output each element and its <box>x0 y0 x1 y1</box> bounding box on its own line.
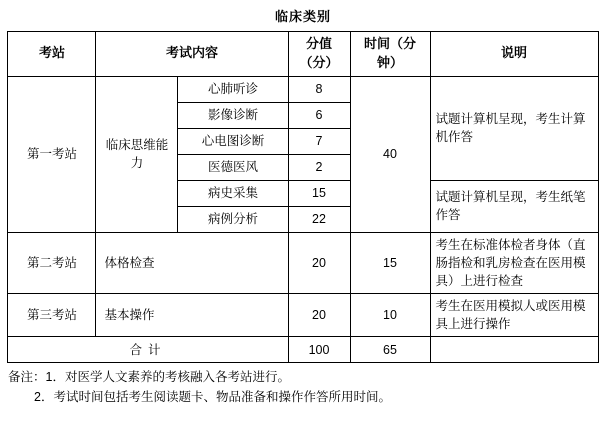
station-subject-3: 基本操作 <box>96 294 288 337</box>
exam-item-score: 15 <box>288 180 350 206</box>
exam-item-label: 病史采集 <box>178 180 288 206</box>
total-score: 100 <box>288 337 350 363</box>
header-content: 考试内容 <box>96 32 288 77</box>
station-name-2: 第二考站 <box>8 232 96 293</box>
exam-item-score: 2 <box>288 154 350 180</box>
station-desc-2: 考生在标准体检者身体（直肠指检和乳房检查在医用模具）上进行检查 <box>430 232 598 293</box>
header-description: 说明 <box>430 32 598 77</box>
exam-item-label: 医德医风 <box>178 154 288 180</box>
station-name-3: 第三考站 <box>8 294 96 337</box>
table-row <box>8 232 598 293</box>
station-time-3: 10 <box>350 294 430 337</box>
exam-item-score: 22 <box>288 206 350 232</box>
total-desc-empty <box>430 337 598 363</box>
total-label: 合计 <box>8 337 288 363</box>
exam-item-label: 心肺听诊 <box>178 76 288 102</box>
exam-item-score: 7 <box>288 128 350 154</box>
exam-item-label: 病例分析 <box>178 206 288 232</box>
total-time: 65 <box>350 337 430 363</box>
table-header-row <box>8 32 598 77</box>
notes-block <box>8 363 598 407</box>
exam-item-label: 影像诊断 <box>178 102 288 128</box>
station-name-1: 第一考站 <box>8 76 96 232</box>
header-time: 时间（分钟） <box>350 32 430 77</box>
exam-item-label: 心电图诊断 <box>178 128 288 154</box>
exam-table <box>7 31 598 363</box>
station-time-2: 15 <box>350 232 430 293</box>
note-line-1: 备注：1．对医学人文素养的考核融入各考站进行。 <box>8 370 290 385</box>
station-score-2: 20 <box>288 232 350 293</box>
station-desc-1-bottom: 试题计算机呈现，考生纸笔作答 <box>430 180 598 232</box>
table-row <box>8 294 598 337</box>
header-station: 考站 <box>8 32 96 77</box>
station-desc-1-top: 试题计算机呈现，考生计算机作答 <box>430 76 598 180</box>
station-subject-1: 临床思维能力 <box>96 76 178 232</box>
note-line-2: 2．考试时间包括考生阅读题卡、物品准备和操作作答所用时间。 <box>34 390 391 405</box>
table-total-row <box>8 337 598 363</box>
table-row <box>8 76 598 102</box>
station-subject-2: 体格检查 <box>96 232 288 293</box>
exam-item-score: 8 <box>288 76 350 102</box>
document-page <box>0 6 606 445</box>
page-title: 临床类别 <box>274 9 331 24</box>
header-score: 分值（分） <box>288 32 350 77</box>
station-desc-3: 考生在医用模拟人或医用模具上进行操作 <box>430 294 598 337</box>
station-score-3: 20 <box>288 294 350 337</box>
station-time-1: 40 <box>350 76 430 232</box>
exam-item-score: 6 <box>288 102 350 128</box>
